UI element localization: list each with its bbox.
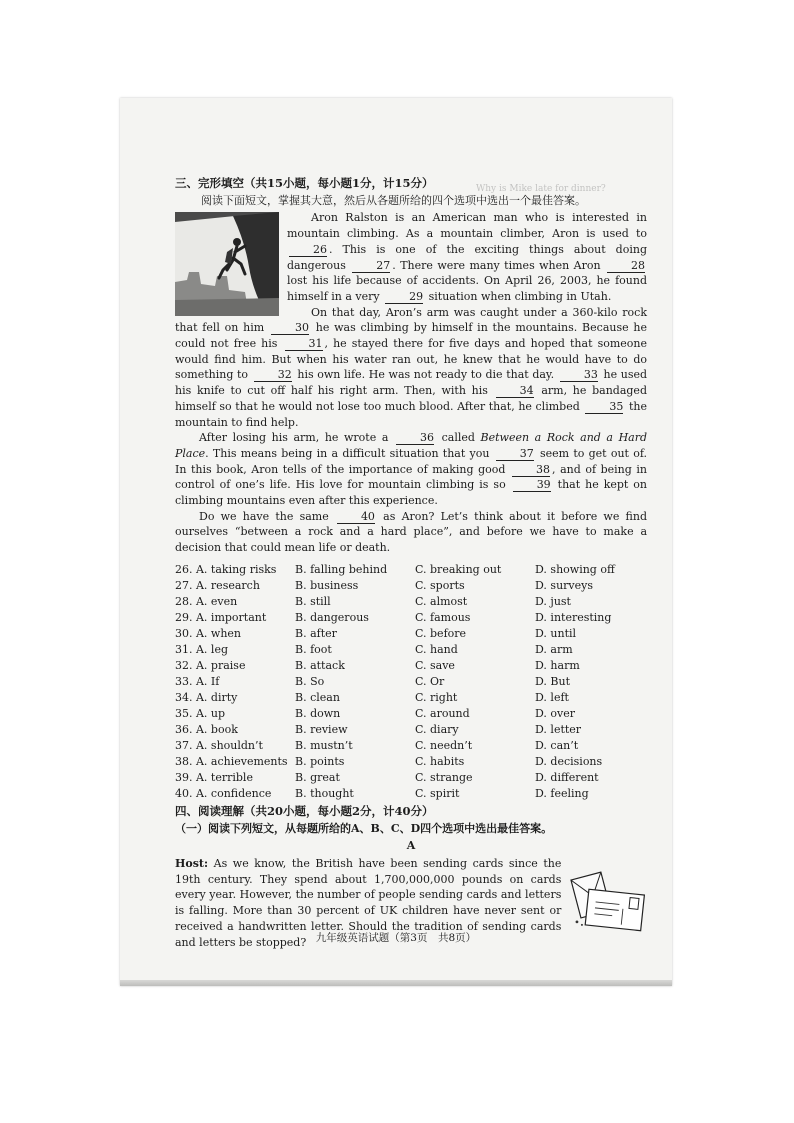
option-a[interactable]: 36. A. book (175, 722, 238, 736)
option-row (175, 674, 647, 690)
option-a[interactable]: 29. A. important (175, 610, 267, 624)
option-a[interactable]: 37. A. shouldn’t (175, 738, 263, 752)
option-d[interactable]: D. letter (535, 722, 582, 736)
option-a[interactable]: 35. A. up (175, 706, 226, 720)
option-c[interactable]: C. famous (415, 610, 471, 624)
option-a[interactable]: 28. A. even (175, 594, 238, 608)
option-d[interactable]: D. until (535, 626, 577, 640)
page-content (175, 176, 647, 950)
option-b[interactable]: B. clean (295, 690, 340, 704)
climber-illustration-icon (175, 212, 279, 316)
option-a[interactable]: 26. A. taking risks (175, 562, 277, 576)
blank-38[interactable]: 38 (512, 463, 550, 477)
option-d[interactable]: D. harm (535, 658, 580, 672)
option-d[interactable]: D. over (535, 706, 576, 720)
option-d[interactable]: D. surveys (535, 578, 593, 592)
option-row (175, 594, 647, 610)
cloze-paragraph-4: Do we have the same 40 as Aron? Let’s think about it before we find ourselves “between a rock and a hard place”, and before we have to make a decision that could mean life or death. (175, 509, 648, 555)
option-a[interactable]: 34. A. dirty (175, 690, 238, 704)
option-d[interactable]: D. different (535, 770, 599, 784)
blank-32[interactable]: 32 (254, 368, 292, 382)
blank-31[interactable]: 31 (285, 337, 323, 351)
option-a[interactable]: 32. A. praise (175, 658, 246, 672)
option-c[interactable]: C. strange (415, 770, 473, 784)
option-row (175, 658, 647, 674)
option-row (175, 754, 647, 770)
blank-34[interactable]: 34 (496, 384, 534, 398)
option-a[interactable]: 38. A. achievements (175, 754, 288, 768)
option-c[interactable]: C. Or (415, 674, 445, 688)
option-c[interactable]: C. almost (415, 594, 468, 608)
option-d[interactable]: D. But (535, 674, 571, 688)
option-b[interactable]: B. still (295, 594, 331, 608)
blank-39[interactable]: 39 (513, 478, 551, 492)
section3-title: 三、完形填空（共15小题，每小题1分，计15分） (175, 176, 434, 190)
option-d[interactable]: D. interesting (535, 610, 612, 624)
option-row (175, 642, 647, 658)
host-text: As we know, the British have been sending cards since the 19th century. They spend about 1,700,000,000 pounds on cards every year. However, the number of people sending cards and letters is falling. More than 30 percent of UK children have never sent or received a handwritten letter. Should the tradition of sending cards and letters be stopped? (175, 856, 562, 949)
option-c[interactable]: C. spirit (415, 786, 460, 800)
blank-35[interactable]: 35 (585, 400, 623, 414)
option-row (175, 578, 647, 594)
page-footer: 九年级英语试题（第3页 共8页） (315, 932, 477, 944)
cloze-paragraph-2: On that day, Aron’s arm was caught under a 360-kilo rock that fell on him 30 he was climbing by himself in the mountains. Because he could not free his 31 , he stayed there for five days and hoped that someone would find him. But when his water ran out, he knew that he would have to do something to 32 his own life. He was not ready to die that day. 33 he used his knife to cut off half his right arm. Then, with his 34 arm, he bandaged himself so that he would not lose too much blood. After that, he climbed 35 the mountain to find help. (175, 305, 648, 429)
host-label: Host: (175, 856, 209, 870)
blank-40[interactable]: 40 (337, 510, 375, 524)
option-d[interactable]: D. decisions (535, 754, 603, 768)
section4 (175, 804, 647, 950)
blank-27[interactable]: 27 (352, 259, 390, 273)
bleed-through-text: Why is Mike late for dinner? (476, 184, 606, 194)
option-d[interactable]: D. arm (535, 642, 573, 656)
blank-30[interactable]: 30 (271, 321, 309, 335)
passage-label: A (406, 839, 416, 853)
option-b[interactable]: B. thought (295, 786, 354, 800)
option-a[interactable]: 40. A. confidence (175, 786, 272, 800)
option-row (175, 706, 647, 722)
blank-36[interactable]: 36 (396, 431, 434, 445)
option-a[interactable]: 31. A. leg (175, 642, 228, 656)
option-a[interactable]: 30. A. when (175, 626, 242, 640)
option-row (175, 626, 647, 642)
section4-subinstruction: （一）阅读下列短文，从每题所给的A、B、C、D四个选项中选出最佳答案。 (175, 821, 553, 835)
blank-29[interactable]: 29 (385, 290, 423, 304)
option-c[interactable]: C. before (415, 626, 467, 640)
option-d[interactable]: D. left (535, 690, 569, 704)
option-c[interactable]: C. sports (415, 578, 465, 592)
option-c[interactable]: C. around (415, 706, 470, 720)
option-b[interactable]: B. after (295, 626, 337, 640)
blank-33[interactable]: 33 (560, 368, 598, 382)
option-row (175, 690, 647, 706)
option-b[interactable]: B. points (295, 754, 345, 768)
blank-26[interactable]: 26 (289, 243, 327, 257)
option-b[interactable]: B. down (295, 706, 341, 720)
exam-page (120, 98, 672, 986)
option-b[interactable]: B. great (295, 770, 340, 784)
option-b[interactable]: B. dangerous (295, 610, 369, 624)
option-c[interactable]: C. breaking out (415, 562, 502, 576)
option-c[interactable]: C. save (415, 658, 455, 672)
option-c[interactable]: C. right (415, 690, 458, 704)
cloze-paragraph-1: Aron Ralston is an American man who is interested in mountain climbing. As a mountain climber, Aron is used to 26 . This is one of the exciting things about doing dangerous 27 . There were many times when Aron 28 lost his life because of accidents. On April 26, 2003, he found himself in a very 29 situation when climbing in Utah. (287, 211, 647, 303)
options-table (175, 562, 647, 802)
option-d[interactable]: D. can’t (535, 738, 579, 752)
option-b[interactable]: B. business (295, 578, 359, 592)
option-row (175, 786, 647, 802)
option-row (175, 738, 647, 754)
option-b[interactable]: B. mustn’t (295, 738, 353, 752)
option-d[interactable]: D. feeling (535, 786, 589, 800)
option-a[interactable]: 33. A. If (175, 674, 220, 688)
option-a[interactable]: 39. A. terrible (175, 770, 253, 784)
option-b[interactable]: B. So (295, 674, 325, 688)
option-row (175, 770, 647, 786)
cards-envelope-icon (567, 870, 647, 932)
option-c[interactable]: C. habits (415, 754, 465, 768)
blank-37[interactable]: 37 (496, 447, 534, 461)
option-b[interactable]: B. review (295, 722, 348, 736)
blank-28[interactable]: 28 (607, 259, 645, 273)
option-c[interactable]: C. diary (415, 722, 459, 736)
option-d[interactable]: D. showing off (535, 562, 615, 576)
option-a[interactable]: 27. A. research (175, 578, 260, 592)
book-title: Between a Rock and a Hard Place (175, 431, 648, 460)
option-c[interactable]: C. needn’t (415, 738, 473, 752)
option-b[interactable]: B. attack (295, 658, 345, 672)
option-row (175, 610, 647, 626)
option-d[interactable]: D. just (535, 594, 571, 608)
option-b[interactable]: B. falling behind (295, 562, 388, 576)
option-b[interactable]: B. foot (295, 642, 332, 656)
option-row (175, 722, 647, 738)
section3-instruction: 阅读下面短文，掌握其大意，然后从各题所给的四个选项中选出一个最佳答案。 (201, 193, 586, 207)
option-row (175, 562, 647, 578)
option-c[interactable]: C. hand (415, 642, 458, 656)
cloze-paragraph-3: After losing his arm, he wrote a 36 called Between a Rock and a Hard Place. This means being in a difficult situation that you 37 seem to get out of. In this book, Aron tells of the importance of making good 38 , and of being in control of one’s life. His love for mountain climbing is so 39 that he kept on climbing mountains even after this experience. (175, 431, 648, 508)
section4-title: 四、阅读理解（共20小题，每小题2分，计40分） (175, 803, 434, 818)
